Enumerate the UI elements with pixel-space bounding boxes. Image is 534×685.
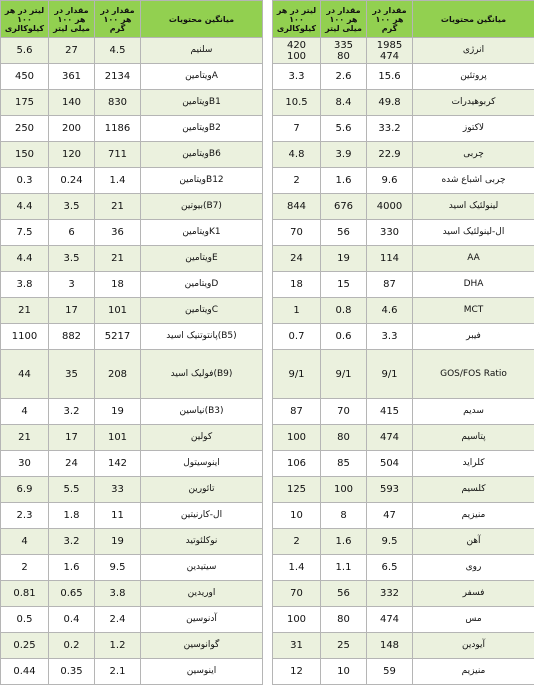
cell-per-100-ml: 0.35 <box>49 659 95 685</box>
table-row <box>1 116 263 142</box>
header-per-100-ml: مقدار در هر ۱۰۰ میلی لیتر <box>49 1 95 38</box>
cell-per-100-kcal: 7.5 <box>1 220 49 246</box>
cell-per-100-kcal: 4.8 <box>273 142 321 168</box>
table-row <box>1 477 263 503</box>
cell-per-100-g: 593 <box>367 477 413 503</box>
cell-per-100-ml: 0.2 <box>49 633 95 659</box>
cell-per-100-kcal: 31 <box>273 633 321 659</box>
cell-per-100-g: 1186 <box>95 116 141 142</box>
cell-per-100-ml: 3.5 <box>49 194 95 220</box>
cell-nutrient-name: آهن <box>413 529 534 555</box>
table-row <box>273 503 534 529</box>
cell-per-100-kcal: 5.6 <box>1 38 49 64</box>
cell-nutrient-name: روی <box>413 555 534 581</box>
cell-per-100-g: 101 <box>95 298 141 324</box>
cell-per-100-kcal: 125 <box>273 477 321 503</box>
table-row <box>1 350 263 399</box>
cell-per-100-kcal: 18 <box>273 272 321 298</box>
cell-per-100-ml: 1.6 <box>321 168 367 194</box>
table-row <box>273 607 534 633</box>
table-row <box>273 633 534 659</box>
table-row <box>273 477 534 503</box>
cell-nutrient-name: پتاسیم <box>413 425 534 451</box>
cell-per-100-ml: 8 <box>321 503 367 529</box>
cell-per-100-ml: 5.6 <box>321 116 367 142</box>
cell-nutrient-name: MCT <box>413 298 534 324</box>
cell-per-100-kcal: 2.3 <box>1 503 49 529</box>
cell-nutrient-name: ال-کارنیتین <box>141 503 263 529</box>
table-row <box>273 38 534 64</box>
cell-per-100-g: 19 <box>95 529 141 555</box>
cell-per-100-g: 9.6 <box>367 168 413 194</box>
cell-per-100-g: 33 <box>95 477 141 503</box>
cell-per-100-g: 2.4 <box>95 607 141 633</box>
table-row <box>273 529 534 555</box>
cell-per-100-g: 330 <box>367 220 413 246</box>
cell-per-100-kcal: 2 <box>273 168 321 194</box>
cell-nutrient-name: سدیم <box>413 399 534 425</box>
table-row <box>1 503 263 529</box>
cell-nutrient-name: اوریدین <box>141 581 263 607</box>
cell-per-100-ml: 10 <box>321 659 367 685</box>
table-row <box>273 168 534 194</box>
cell-per-100-ml: 0.8 <box>321 298 367 324</box>
cell-per-100-ml: 17 <box>49 425 95 451</box>
cell-per-100-kcal: 3.8 <box>1 272 49 298</box>
table-row <box>1 607 263 633</box>
cell-nutrient-name: منیزیم <box>413 659 534 685</box>
table-row <box>1 38 263 64</box>
cell-per-100-g: 33.2 <box>367 116 413 142</box>
cell-nutrient-name: ویتامینB6 <box>141 142 263 168</box>
cell-per-100-kcal: 2 <box>273 529 321 555</box>
cell-nutrient-name: نوکلئوتید <box>141 529 263 555</box>
cell-nutrient-name: پانتوتنیک اسید(B5) <box>141 324 263 350</box>
cell-nutrient-name: ویتامینB2 <box>141 116 263 142</box>
cell-per-100-kcal: 0.3 <box>1 168 49 194</box>
cell-per-100-g: 415 <box>367 399 413 425</box>
cell-per-100-kcal: 150 <box>1 142 49 168</box>
cell-nutrient-name: فیبر <box>413 324 534 350</box>
cell-nutrient-name: نیاسین(B3) <box>141 399 263 425</box>
cell-per-100-ml: 6 <box>49 220 95 246</box>
cell-per-100-kcal: 0.7 <box>273 324 321 350</box>
cell-per-100-kcal: 106 <box>273 451 321 477</box>
cell-per-100-g: 9.5 <box>367 529 413 555</box>
cell-nutrient-name: سلنیم <box>141 38 263 64</box>
cell-per-100-g: 15.6 <box>367 64 413 90</box>
cell-per-100-kcal: 844 <box>273 194 321 220</box>
cell-per-100-g: 22.9 <box>367 142 413 168</box>
cell-per-100-kcal: 10 <box>273 503 321 529</box>
cell-per-100-ml: 3.5 <box>49 246 95 272</box>
table-row <box>273 659 534 685</box>
cell-nutrient-name: اینوسین <box>141 659 263 685</box>
cell-per-100-kcal: 44 <box>1 350 49 399</box>
table-row <box>273 399 534 425</box>
table-row <box>273 90 534 116</box>
cell-per-100-ml: 0.65 <box>49 581 95 607</box>
cell-per-100-ml: 676 <box>321 194 367 220</box>
cell-per-100-g: 101 <box>95 425 141 451</box>
cell-per-100-g: 11 <box>95 503 141 529</box>
cell-nutrient-name: ویتامینB1 <box>141 90 263 116</box>
table-row <box>273 116 534 142</box>
cell-per-100-ml: 1.6 <box>321 529 367 555</box>
cell-per-100-ml: 1.1 <box>321 555 367 581</box>
cell-per-100-g: 3.3 <box>367 324 413 350</box>
cell-per-100-g: 474 <box>367 607 413 633</box>
cell-per-100-g: 711 <box>95 142 141 168</box>
table-row <box>1 581 263 607</box>
cell-per-100-g: 36 <box>95 220 141 246</box>
cell-nutrient-name: DHA <box>413 272 534 298</box>
cell-per-100-kcal: 0.44 <box>1 659 49 685</box>
table-row <box>1 633 263 659</box>
table-row <box>1 555 263 581</box>
cell-per-100-g: 504 <box>367 451 413 477</box>
cell-per-100-kcal: 12 <box>273 659 321 685</box>
cell-nutrient-name: اینوسیتول <box>141 451 263 477</box>
table-row <box>273 425 534 451</box>
table-row <box>1 451 263 477</box>
table-row <box>1 399 263 425</box>
table-row <box>273 350 534 399</box>
cell-nutrient-name: AA <box>413 246 534 272</box>
cell-per-100-kcal: 1.4 <box>273 555 321 581</box>
cell-per-100-kcal: 4.4 <box>1 246 49 272</box>
table-row <box>1 64 263 90</box>
cell-per-100-g: 1985 474 <box>367 38 413 64</box>
cell-per-100-kcal: 1 <box>273 298 321 324</box>
cell-per-100-kcal: 10.5 <box>273 90 321 116</box>
cell-per-100-ml: 5.5 <box>49 477 95 503</box>
table-row <box>1 142 263 168</box>
table-row <box>273 298 534 324</box>
cell-per-100-g: 21 <box>95 246 141 272</box>
cell-per-100-kcal: 6.9 <box>1 477 49 503</box>
header-per-100-g: مقدار در هر ۱۰۰ گرم <box>367 1 413 38</box>
cell-nutrient-name: چربی اشباع شده <box>413 168 534 194</box>
cell-per-100-kcal: 70 <box>273 581 321 607</box>
cell-per-100-g: 830 <box>95 90 141 116</box>
table-row <box>1 220 263 246</box>
cell-per-100-kcal: 24 <box>273 246 321 272</box>
cell-per-100-g: 3.8 <box>95 581 141 607</box>
table-row <box>1 298 263 324</box>
cell-per-100-ml: 361 <box>49 64 95 90</box>
table-row <box>1 272 263 298</box>
cell-per-100-g: 2134 <box>95 64 141 90</box>
table-row <box>273 555 534 581</box>
cell-per-100-ml: 56 <box>321 581 367 607</box>
cell-per-100-ml: 140 <box>49 90 95 116</box>
cell-nutrient-name: کلسیم <box>413 477 534 503</box>
cell-per-100-g: 2.1 <box>95 659 141 685</box>
header-nutrient: میانگین محتویات <box>413 1 534 38</box>
cell-nutrient-name: انرژی <box>413 38 534 64</box>
cell-nutrient-name: منیزیم <box>413 503 534 529</box>
cell-nutrient-name: لینولئیک اسید <box>413 194 534 220</box>
cell-per-100-g: 5217 <box>95 324 141 350</box>
cell-per-100-ml: 120 <box>49 142 95 168</box>
table-row <box>1 90 263 116</box>
cell-nutrient-name: تائورین <box>141 477 263 503</box>
cell-per-100-ml: 2.6 <box>321 64 367 90</box>
cell-per-100-kcal: 21 <box>1 425 49 451</box>
micronutrient-table-body <box>1 38 263 685</box>
cell-per-100-ml: 85 <box>321 451 367 477</box>
cell-nutrient-name: ویتامینA <box>141 64 263 90</box>
cell-per-100-kcal: 420 100 <box>273 38 321 64</box>
cell-per-100-kcal: 87 <box>273 399 321 425</box>
cell-per-100-ml: 3.2 <box>49 529 95 555</box>
cell-per-100-ml: 0.6 <box>321 324 367 350</box>
cell-per-100-kcal: 0.25 <box>1 633 49 659</box>
cell-per-100-kcal: 100 <box>273 607 321 633</box>
cell-per-100-kcal: 4 <box>1 399 49 425</box>
cell-nutrient-name: سیتیدین <box>141 555 263 581</box>
cell-per-100-g: 9/1 <box>367 350 413 399</box>
cell-per-100-g: 6.5 <box>367 555 413 581</box>
cell-nutrient-name: کولین <box>141 425 263 451</box>
cell-nutrient-name: فسفر <box>413 581 534 607</box>
cell-per-100-kcal: 100 <box>273 425 321 451</box>
cell-per-100-ml: 200 <box>49 116 95 142</box>
cell-nutrient-name: ویتامینC <box>141 298 263 324</box>
table-row <box>1 194 263 220</box>
cell-per-100-ml: 3.9 <box>321 142 367 168</box>
table-row <box>273 324 534 350</box>
cell-per-100-g: 1.4 <box>95 168 141 194</box>
cell-per-100-kcal: 2 <box>1 555 49 581</box>
cell-per-100-kcal: 0.5 <box>1 607 49 633</box>
cell-per-100-ml: 3.2 <box>49 399 95 425</box>
table-row <box>273 451 534 477</box>
table-row <box>273 272 534 298</box>
table-row <box>273 142 534 168</box>
cell-per-100-ml: 15 <box>321 272 367 298</box>
cell-per-100-ml: 335 80 <box>321 38 367 64</box>
cell-per-100-kcal: 4 <box>1 529 49 555</box>
table-row <box>273 581 534 607</box>
micronutrient-table <box>0 0 263 685</box>
header-per-100-kcal: لیتر در هر ۱۰۰ کیلوکالری <box>273 1 321 38</box>
cell-per-100-g: 59 <box>367 659 413 685</box>
cell-per-100-ml: 56 <box>321 220 367 246</box>
cell-nutrient-name: ویتامینK1 <box>141 220 263 246</box>
table-row <box>1 529 263 555</box>
cell-per-100-ml: 0.24 <box>49 168 95 194</box>
cell-per-100-g: 18 <box>95 272 141 298</box>
cell-per-100-g: 332 <box>367 581 413 607</box>
cell-per-100-g: 148 <box>367 633 413 659</box>
cell-per-100-g: 142 <box>95 451 141 477</box>
cell-nutrient-name: ویتامینB12 <box>141 168 263 194</box>
cell-per-100-ml: 8.4 <box>321 90 367 116</box>
cell-per-100-g: 19 <box>95 399 141 425</box>
cell-per-100-kcal: 250 <box>1 116 49 142</box>
table-row <box>273 194 534 220</box>
cell-per-100-ml: 100 <box>321 477 367 503</box>
table-row <box>1 425 263 451</box>
header-per-100-ml: مقدار در هر ۱۰۰ میلی لیتر <box>321 1 367 38</box>
cell-per-100-g: 4000 <box>367 194 413 220</box>
cell-per-100-g: 208 <box>95 350 141 399</box>
cell-nutrient-name: پروتئین <box>413 64 534 90</box>
cell-nutrient-name: کلراید <box>413 451 534 477</box>
cell-per-100-g: 474 <box>367 425 413 451</box>
cell-per-100-kcal: 3.3 <box>273 64 321 90</box>
cell-per-100-g: 9.5 <box>95 555 141 581</box>
cell-per-100-ml: 9/1 <box>321 350 367 399</box>
cell-per-100-g: 49.8 <box>367 90 413 116</box>
cell-per-100-g: 47 <box>367 503 413 529</box>
cell-nutrient-name: گوانوسین <box>141 633 263 659</box>
cell-per-100-kcal: 1100 <box>1 324 49 350</box>
table-row <box>273 246 534 272</box>
cell-per-100-ml: 80 <box>321 607 367 633</box>
cell-per-100-ml: 1.6 <box>49 555 95 581</box>
cell-per-100-ml: 0.4 <box>49 607 95 633</box>
cell-per-100-ml: 1.8 <box>49 503 95 529</box>
cell-per-100-ml: 25 <box>321 633 367 659</box>
cell-nutrient-name: GOS/FOS Ratio <box>413 350 534 399</box>
cell-per-100-ml: 27 <box>49 38 95 64</box>
cell-per-100-ml: 19 <box>321 246 367 272</box>
cell-per-100-kcal: 450 <box>1 64 49 90</box>
table-header-row <box>273 1 534 38</box>
cell-nutrient-name: بیوتین(B7) <box>141 194 263 220</box>
table-row <box>1 659 263 685</box>
cell-per-100-g: 114 <box>367 246 413 272</box>
cell-per-100-kcal: 0.81 <box>1 581 49 607</box>
macronutrient-table <box>272 0 534 685</box>
header-nutrient: میانگین محتویات <box>141 1 263 38</box>
cell-per-100-g: 1.2 <box>95 633 141 659</box>
table-row <box>1 168 263 194</box>
cell-nutrient-name: چربی <box>413 142 534 168</box>
cell-per-100-ml: 80 <box>321 425 367 451</box>
cell-per-100-ml: 70 <box>321 399 367 425</box>
table-row <box>1 246 263 272</box>
table-row <box>1 324 263 350</box>
cell-nutrient-name: ال-لینولئیک اسید <box>413 220 534 246</box>
cell-per-100-kcal: 4.4 <box>1 194 49 220</box>
cell-per-100-kcal: 21 <box>1 298 49 324</box>
cell-nutrient-name: فولیک اسید(B9) <box>141 350 263 399</box>
table-header-row <box>1 1 263 38</box>
cell-per-100-kcal: 9/1 <box>273 350 321 399</box>
cell-per-100-ml: 24 <box>49 451 95 477</box>
cell-nutrient-name: ویتامینD <box>141 272 263 298</box>
macronutrient-table-body <box>273 38 534 685</box>
cell-per-100-kcal: 70 <box>273 220 321 246</box>
cell-per-100-ml: 17 <box>49 298 95 324</box>
cell-per-100-g: 4.5 <box>95 38 141 64</box>
cell-nutrient-name: کربوهیدرات <box>413 90 534 116</box>
cell-per-100-g: 21 <box>95 194 141 220</box>
cell-per-100-ml: 882 <box>49 324 95 350</box>
cell-per-100-g: 4.6 <box>367 298 413 324</box>
table-row <box>273 64 534 90</box>
cell-per-100-kcal: 30 <box>1 451 49 477</box>
cell-per-100-kcal: 175 <box>1 90 49 116</box>
cell-per-100-g: 87 <box>367 272 413 298</box>
header-per-100-g: مقدار در هر ۱۰۰ گرم <box>95 1 141 38</box>
cell-nutrient-name: آیودین <box>413 633 534 659</box>
cell-per-100-ml: 35 <box>49 350 95 399</box>
cell-per-100-ml: 3 <box>49 272 95 298</box>
cell-nutrient-name: لاکتوز <box>413 116 534 142</box>
cell-nutrient-name: مس <box>413 607 534 633</box>
header-per-100-kcal: لیتر در هر ۱۰۰ کیلوکالری <box>1 1 49 38</box>
cell-nutrient-name: ویتامینE <box>141 246 263 272</box>
cell-nutrient-name: آدنوسین <box>141 607 263 633</box>
cell-per-100-kcal: 7 <box>273 116 321 142</box>
table-row <box>273 220 534 246</box>
